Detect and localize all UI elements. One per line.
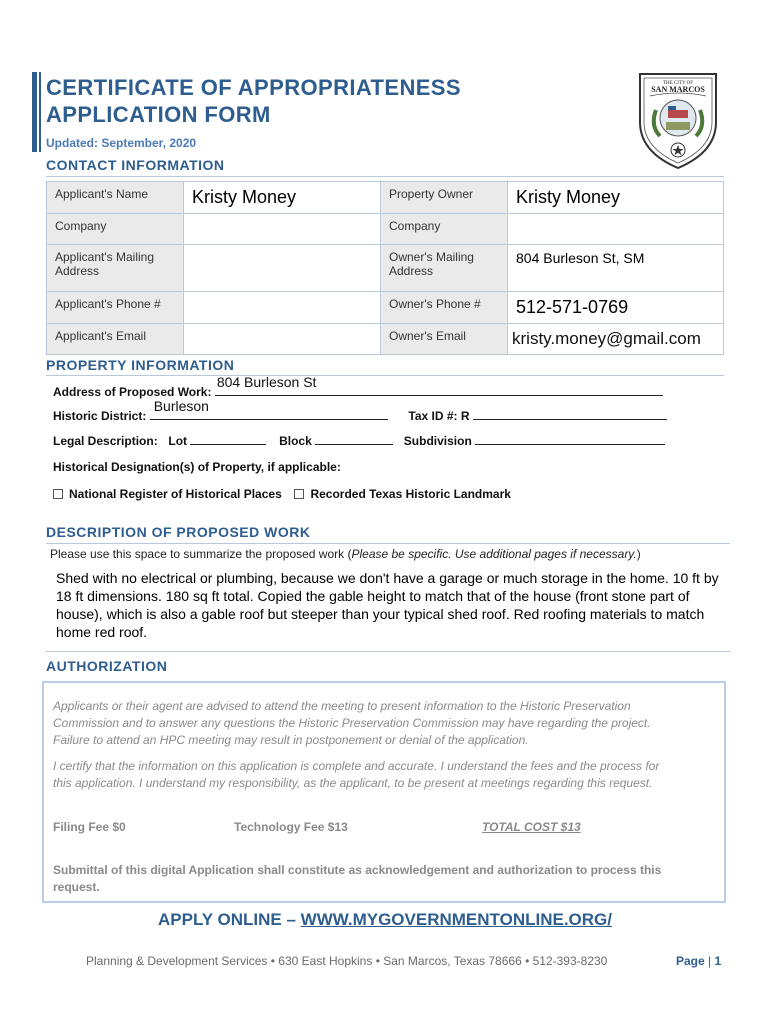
owner-company-label: Company	[381, 214, 508, 245]
description-textarea[interactable]: Shed with no electrical or plumbing, because we don't have a garage or much storage in the home. 10 ft by 18 ft dimensions. 180 sq ft total. Copied the gable height to match that of the house (front stone part of house), which is also a gable roof but steeper than your typical shed roof. Red roofing materials to match home red roof.	[56, 570, 719, 640]
legal-label: Legal Description:	[53, 434, 158, 448]
updated-date: Updated: September, 2020	[46, 136, 197, 150]
technology-fee: Technology Fee $13	[234, 820, 348, 834]
city-seal-logo	[636, 70, 720, 170]
district-row	[53, 398, 673, 423]
page-title-line1: CERTIFICATE OF APPROPRIATENESS	[46, 75, 461, 100]
address-field[interactable]	[215, 374, 663, 396]
filing-fee: Filing Fee $0	[53, 820, 126, 834]
texas-landmark-checkbox[interactable]	[294, 489, 304, 499]
page-number-value: 1	[714, 954, 722, 968]
page-separator: |	[708, 954, 712, 968]
owner-email-label: Owner's Email	[381, 324, 508, 355]
applicant-mailing-field[interactable]	[184, 245, 381, 292]
applicant-name-label: Applicant's Name	[47, 182, 184, 214]
address-label: Address of Proposed Work:	[53, 385, 212, 399]
owner-mailing-value: 804 Burleson St, SM	[516, 250, 645, 266]
title-accent-bar	[32, 72, 37, 152]
title-accent-bar-thin	[39, 72, 41, 152]
authorization-heading: AUTHORIZATION	[46, 658, 168, 674]
subdivision-label: Subdivision	[403, 434, 472, 448]
contact-divider	[46, 176, 724, 177]
seal-text-name: SAN MARCOS	[651, 85, 705, 94]
lot-label: Lot	[168, 434, 188, 448]
property-owner-value: Kristy Money	[516, 187, 621, 207]
table-row	[47, 324, 724, 355]
submittal-statement: Submittal of this digital Application shall constitute as acknowledgement and authorization to process this request.	[53, 863, 662, 894]
property-heading: PROPERTY INFORMATION	[46, 357, 235, 373]
owner-phone-field[interactable]	[508, 292, 724, 324]
address-row	[53, 374, 673, 399]
block-label: Block	[279, 434, 312, 448]
apply-online-link[interactable]: WWW.MYGOVERNMENTONLINE.ORG/	[300, 910, 613, 929]
subdivision-field[interactable]	[475, 433, 665, 445]
owner-phone-value: 512-571-0769	[516, 297, 629, 317]
national-register-label: National Register of Historical Places	[69, 487, 282, 501]
district-field[interactable]	[150, 398, 388, 420]
taxid-field[interactable]	[473, 403, 667, 420]
page-label: Page	[676, 954, 705, 968]
owner-email-value: kristy.money@gmail.com	[512, 329, 701, 348]
authorization-para1: Applicants or their agent are advised to attend the meeting to present information to the Historic Preservation Commission and to answer any questions the Historic Preservation Commission may have regarding the project. Failure to attend an HPC meeting may result in postponement or denial of the application.	[53, 699, 651, 747]
block-field[interactable]	[315, 433, 393, 445]
table-row	[47, 214, 724, 245]
description-note-italic: Please be specific. Use additional pages if necessary.	[351, 547, 637, 561]
property-owner-label: Property Owner	[381, 182, 508, 214]
national-register-checkbox[interactable]	[53, 489, 63, 499]
total-cost: TOTAL COST $13	[482, 820, 581, 834]
applicant-email-label: Applicant's Email	[47, 324, 184, 355]
seal-text-top: THE CITY OF	[662, 81, 694, 86]
legal-row	[53, 433, 693, 448]
owner-mailing-field[interactable]	[508, 245, 724, 292]
property-divider	[46, 375, 724, 376]
property-owner-field[interactable]	[508, 182, 724, 214]
description-note-end: )	[636, 547, 641, 561]
applicant-email-field[interactable]	[184, 324, 381, 355]
applicant-company-label: Company	[47, 214, 184, 245]
description-note	[50, 547, 641, 561]
page-title	[46, 74, 461, 128]
owner-mailing-label: Owner's Mailing Address	[381, 245, 508, 292]
applicant-name-field[interactable]	[184, 182, 381, 214]
table-row	[47, 245, 724, 292]
owner-phone-label: Owner's Phone #	[381, 292, 508, 324]
apply-online	[0, 910, 770, 930]
description-note-text: Please use this space to summarize the proposed work (	[50, 547, 352, 561]
applicant-company-field[interactable]	[184, 214, 381, 245]
table-row	[47, 182, 724, 214]
applicant-name-value: Kristy Money	[192, 187, 297, 207]
district-label: Historic District:	[53, 409, 147, 423]
applicant-phone-field[interactable]	[184, 292, 381, 324]
authorization-box	[42, 681, 726, 903]
description-bottom-divider	[46, 651, 730, 652]
page-title-line2: APPLICATION FORM	[46, 102, 271, 127]
table-row	[47, 292, 724, 324]
texas-landmark-label: Recorded Texas Historic Landmark	[310, 487, 511, 501]
designation-label: Historical Designation(s) of Property, if applicable:	[53, 460, 341, 474]
apply-online-label: APPLY ONLINE –	[157, 910, 301, 929]
applicant-mailing-label: Applicant's Mailing Address	[47, 245, 184, 292]
taxid-label: Tax ID #: R	[408, 409, 470, 423]
description-heading: DESCRIPTION OF PROPOSED WORK	[46, 524, 311, 540]
contact-heading: CONTACT INFORMATION	[46, 157, 225, 173]
description-divider	[46, 543, 730, 544]
owner-email-field[interactable]	[508, 324, 724, 355]
footer-address: Planning & Development Services • 630 East Hopkins • San Marcos, Texas 78666 • 512-393-8230	[86, 954, 608, 968]
address-value: 804 Burleson St	[216, 374, 317, 390]
contact-table	[46, 181, 724, 355]
designation-options	[53, 487, 511, 501]
page-number	[676, 954, 721, 968]
applicant-phone-label: Applicant's Phone #	[47, 292, 184, 324]
district-value: Burleson	[153, 398, 209, 414]
authorization-para2: I certify that the information on this application is complete and accurate. I understand the fees and the process for this application. I understand my responsibility, as the applicant, to be present at meetings regarding this request.	[53, 759, 660, 790]
lot-field[interactable]	[190, 433, 266, 445]
owner-company-field[interactable]	[508, 214, 724, 245]
